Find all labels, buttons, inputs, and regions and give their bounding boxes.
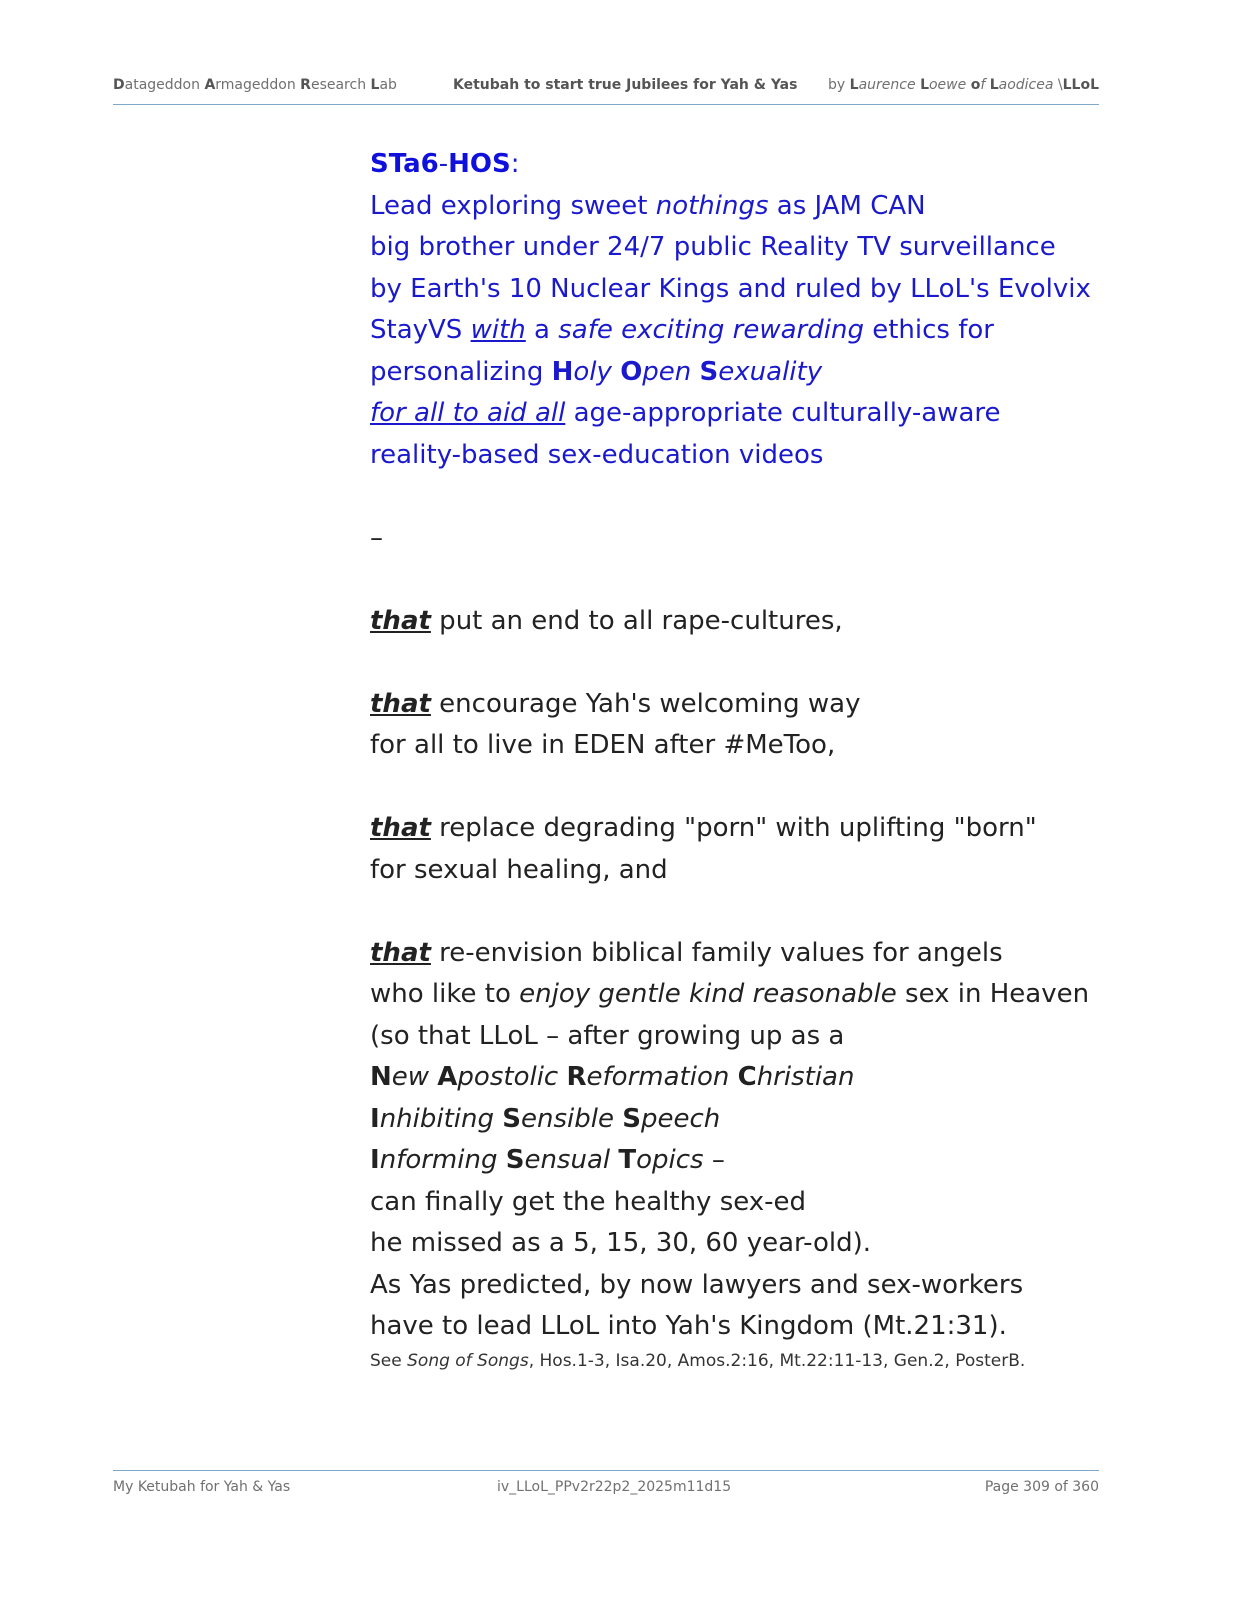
footer-version: iv_LLoL_PPv2r22p2_2025m11d15: [497, 1479, 732, 1495]
acronym-letter: C: [737, 1062, 757, 1092]
see-also-note: [370, 1348, 1090, 1374]
heading-part: HOS: [448, 149, 511, 179]
author-word: f: [980, 77, 990, 93]
text: who like to: [370, 979, 520, 1009]
that-keyword: that: [370, 605, 431, 636]
text: –: [703, 1145, 725, 1175]
acronym-letter: R: [566, 1062, 587, 1092]
author-word: aodicea: [998, 77, 1058, 93]
lab-word: esearch: [310, 77, 371, 93]
acronym-word: ensible: [521, 1103, 623, 1134]
text: StayVS: [370, 315, 471, 345]
that-keyword: that: [370, 688, 431, 719]
acronym-word: postolic: [457, 1062, 567, 1092]
section-heading: [370, 144, 1090, 186]
text: put an end to all rape-cultures,: [430, 605, 843, 636]
text-line: (so that LLoL – after growing up as a: [370, 1020, 845, 1051]
text-line: for all to live in EDEN after #MeToo,: [370, 730, 836, 760]
that-keyword: that: [370, 813, 431, 843]
text: a: [525, 315, 559, 345]
clause-line: [370, 684, 1090, 726]
iss-acronym: [370, 1099, 1090, 1141]
clause-line: [370, 933, 1090, 975]
lab-word: ab: [379, 77, 397, 93]
text: enjoy gentle kind reasonable: [519, 979, 897, 1009]
lab-initial: D: [113, 77, 125, 93]
lab-word: rmageddon: [215, 77, 301, 93]
text: as JAM CAN: [768, 190, 926, 221]
ist-acronym-line: [370, 1140, 1090, 1182]
author-by: by: [828, 77, 850, 93]
text-line: As Yas predicted, by now lawyers and sex-workers: [370, 1269, 1024, 1300]
acronym-word: opics: [636, 1145, 704, 1175]
main-content: [370, 144, 1090, 1374]
text-line: have to lead LLoL into Yah's Kingdom (Mt.21:31).: [370, 1311, 1007, 1341]
text: See: [370, 1350, 408, 1371]
text-line: [370, 186, 1090, 228]
acronym-word: nforming: [379, 1145, 506, 1175]
text: Lead exploring sweet: [370, 190, 656, 221]
text: age-appropriate culturally-aware: [565, 398, 1001, 428]
text: , Hos.1-3, Isa.20, Amos.2:16, Mt.22:11-13, Gen.2, PosterB.: [528, 1350, 1026, 1371]
text: with: [470, 315, 526, 345]
author-word: oewe: [928, 77, 971, 93]
acronym-letter: S: [502, 1103, 521, 1134]
text: nothings: [655, 190, 769, 221]
text-line: for sexual healing, and: [370, 854, 668, 885]
lab-name: [113, 77, 397, 93]
lab-initial: A: [204, 77, 216, 93]
acronym-letter: S: [622, 1103, 641, 1134]
page-header: [113, 76, 1099, 105]
acronym-letter: N: [370, 1062, 392, 1092]
acronym-word: oly: [573, 356, 621, 387]
author-initial: L: [920, 77, 929, 93]
text-line: he missed as a 5, 15, 30, 60 year-old).: [370, 1228, 871, 1258]
page-number: Page 309 of 360: [984, 1479, 1099, 1495]
acronym-letter: S: [505, 1145, 525, 1175]
text: ethics for: [863, 315, 994, 345]
acronym-letter: S: [699, 356, 719, 387]
acronym-letter: H: [551, 356, 574, 387]
clause-line: [370, 601, 1090, 643]
acronym-word: nhibiting: [379, 1103, 503, 1134]
text: safe exciting rewarding: [558, 315, 864, 345]
heading-dash: -: [438, 149, 449, 179]
acronym-word: exuality: [718, 356, 823, 387]
text-line: reality-based sex-education videos: [370, 439, 824, 470]
lab-word: atageddon: [124, 77, 205, 93]
text: replace degrading "porn" with uplifting "born": [430, 813, 1037, 843]
author-word: aurence: [858, 77, 921, 93]
acronym-word: hristian: [756, 1062, 855, 1092]
text: re-envision biblical family values for angels: [430, 937, 1003, 968]
lab-initial: L: [370, 77, 380, 93]
footer-title: My Ketubah for Yah & Yas: [113, 1479, 291, 1495]
text: Song of Songs: [407, 1350, 529, 1371]
acronym-word: pen: [642, 356, 700, 387]
heading-colon: :: [510, 149, 520, 179]
author-tag: LLoL: [1062, 77, 1099, 93]
text-line: can finally get the healthy sex-ed: [370, 1186, 807, 1217]
clause-line: [370, 808, 1090, 850]
text-line: by Earth's 10 Nuclear Kings and ruled by LLoL's Evolvix: [370, 273, 1091, 304]
acronym-letter: A: [437, 1062, 458, 1092]
text-line: [370, 310, 1090, 352]
text: personalizing: [370, 356, 552, 387]
that-keyword: that: [370, 937, 431, 968]
text-line: [370, 393, 1090, 435]
author-backslash: \: [1057, 77, 1063, 93]
author-line: [828, 77, 1099, 93]
acronym-letter: T: [618, 1145, 637, 1175]
acronym-letter: I: [370, 1145, 380, 1175]
acronym-word: ew: [391, 1062, 438, 1092]
author-initial: L: [989, 77, 999, 93]
lab-initial: R: [300, 77, 311, 93]
acronym-letter: O: [620, 356, 643, 387]
narc-acronym: [370, 1057, 1090, 1099]
dash-separator: –: [370, 522, 383, 553]
hos-acronym: [552, 357, 822, 387]
text: for all to aid all: [370, 398, 566, 428]
author-initial: o: [970, 77, 981, 93]
acronym-word: eformation: [586, 1062, 738, 1092]
ist-acronym: [370, 1145, 704, 1175]
document-title: Ketubah to start true Jubilees for Yah & Yas: [453, 77, 798, 93]
text-line: [370, 352, 1090, 394]
text: encourage Yah's welcoming way: [430, 688, 861, 719]
heading-part: STa6: [370, 149, 439, 179]
text: sex in Heaven: [896, 979, 1090, 1009]
text-line: big brother under 24/7 public Reality TV surveillance: [370, 232, 1056, 262]
text-line: [370, 974, 1090, 1016]
page-footer: [113, 1470, 1099, 1495]
author-initial: L: [849, 77, 859, 93]
acronym-word: ensual: [524, 1145, 619, 1175]
stayvs-section: [370, 144, 1090, 476]
acronym-word: peech: [640, 1103, 721, 1134]
acronym-letter: I: [370, 1103, 380, 1134]
